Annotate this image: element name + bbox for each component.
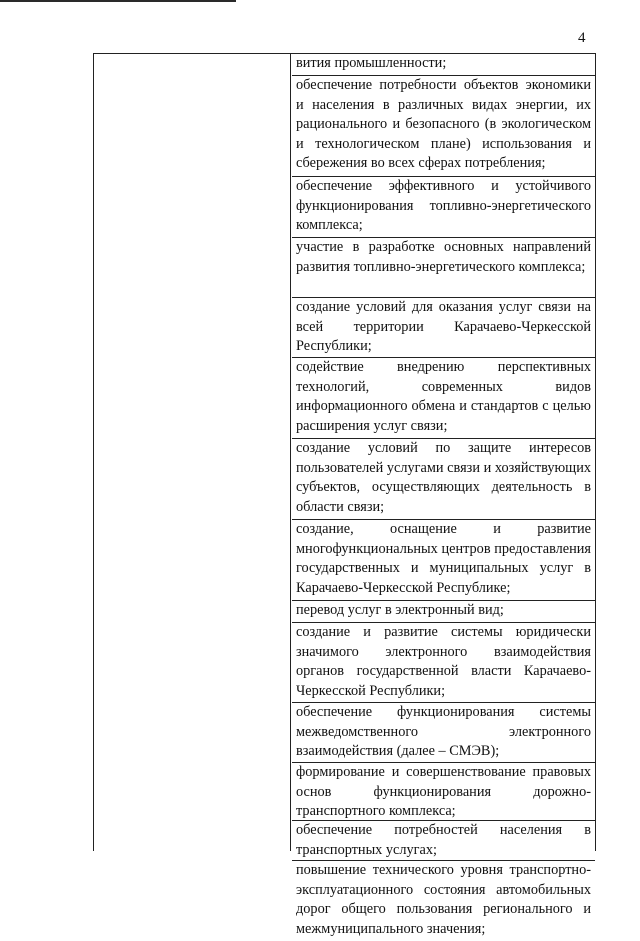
list-item: обеспечение функционирования системы межведомственного электронного взаимодействия (далее – СМЭВ); — [292, 703, 595, 763]
list-item: создание и развитие системы юридически значимого электронного взаимодействия органов государственной власти Карачаево-Черкесской Республики; — [292, 623, 595, 703]
page-number: 4 — [578, 30, 586, 46]
table-left-column — [94, 54, 291, 851]
list-item: формирование и совершенствование правовых основ функционирования дорожно-транспортного комплекса; — [292, 763, 595, 821]
list-item: перевод услуг в электронный вид; — [292, 601, 595, 623]
list-item: содействие внедрению перспективных технологий, современных видов информационного обмена и стандартов с целью расширения услуг связи; — [292, 358, 595, 439]
list-item: обеспечение эффективного и устойчивого функционирования топливно-энергетического комплекса; — [292, 177, 595, 238]
list-item: создание условий по защите интересов пользователей услугами связи и хозяйствующих субъектов, осуществляющих деятельность в области связи; — [292, 439, 595, 520]
list-item: обеспечение потребностей населения в транспортных услугах; — [292, 821, 595, 861]
list-item: вития промышленности; — [292, 54, 595, 76]
list-item: создание условий для оказания услуг связи на всей территории Карачаево-Черкесской Республики; — [292, 298, 595, 358]
list-item: обеспечение потребности объектов экономики и населения в различных видах энергии, их рационального и безопасного (в экологическом и технологическом плане) использования и сбережения во всех сферах потребления; — [292, 76, 595, 177]
list-item: повышение технического уровня транспортно-эксплуатационного состояния автомобильных дорог общего пользования регионального и межмуниципального значения; — [296, 862, 591, 937]
functions-table — [93, 53, 596, 937]
list-item: создание, оснащение и развитие многофункциональных центров предоставления государственных и муниципальных услуг в Карачаево-Черкесской Республике; — [292, 520, 595, 601]
list-item: участие в разработке основных направлений развития топливно-энергетического комплекса; — [292, 238, 595, 298]
scan-edge-mark — [0, 0, 236, 2]
table-right-column — [292, 54, 595, 937]
